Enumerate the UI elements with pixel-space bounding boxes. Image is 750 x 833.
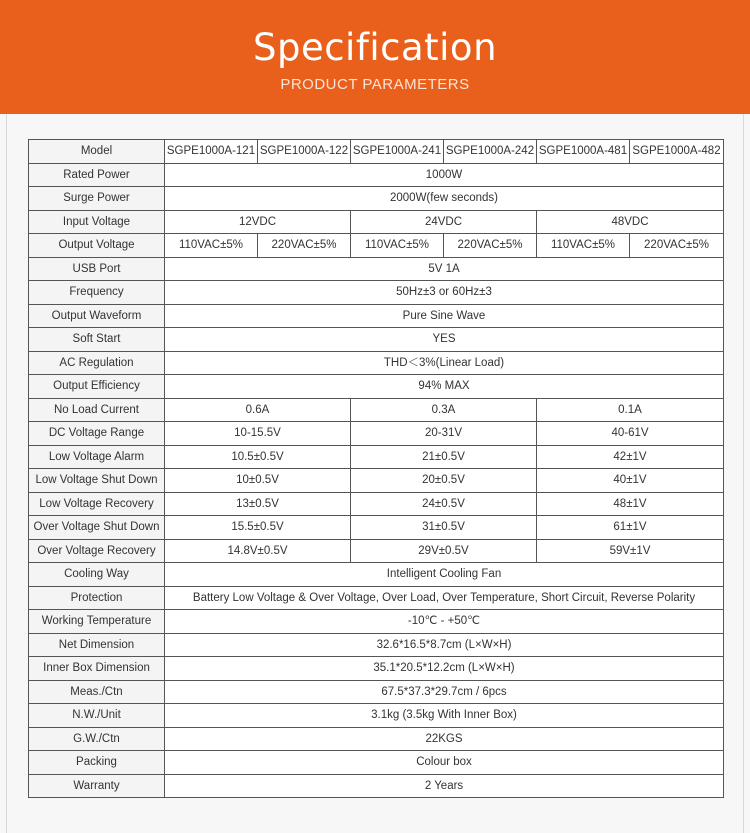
row-label: Output Voltage [29,234,165,258]
value-cell: 22KGS [165,727,724,751]
row-label: DC Voltage Range [29,422,165,446]
specification-table [28,139,724,798]
value-cell: Colour box [165,751,724,775]
table-row [29,680,724,704]
model-cell: SGPE1000A-122 [258,140,351,164]
model-cell: SGPE1000A-241 [351,140,444,164]
row-label: Model [29,140,165,164]
model-cell: SGPE1000A-121 [165,140,258,164]
table-row [29,445,724,469]
table-row [29,210,724,234]
table-row [29,163,724,187]
page-subtitle: PRODUCT PARAMETERS [280,76,470,93]
table-row [29,234,724,258]
value-cell: 31±0.5V [351,516,537,540]
row-label: Low Voltage Shut Down [29,469,165,493]
table-row [29,492,724,516]
value-cell: -10℃ - +50℃ [165,610,724,634]
model-cell: SGPE1000A-481 [537,140,630,164]
table-row [29,610,724,634]
row-label: Surge Power [29,187,165,211]
value-cell: 20±0.5V [351,469,537,493]
value-cell: 24VDC [351,210,537,234]
sheet-right-border [743,114,744,833]
table-row [29,398,724,422]
value-cell: 5V 1A [165,257,724,281]
table-row [29,539,724,563]
value-cell: 94% MAX [165,375,724,399]
row-label: Low Voltage Alarm [29,445,165,469]
table-row [29,328,724,352]
table-row [29,304,724,328]
value-cell: 10-15.5V [165,422,351,446]
value-cell: 48VDC [537,210,724,234]
table-row [29,633,724,657]
table-row [29,516,724,540]
value-cell: 21±0.5V [351,445,537,469]
value-cell: 2000W(few seconds) [165,187,724,211]
table-row [29,727,724,751]
table-row [29,704,724,728]
row-label: Over Voltage Shut Down [29,516,165,540]
sheet-left-border [6,114,7,833]
value-cell: THD＜3%(Linear Load) [165,351,724,375]
value-cell: 220VAC±5% [630,234,724,258]
table-row [29,774,724,798]
page-title: Specification [252,26,498,69]
row-label: Warranty [29,774,165,798]
value-cell: 110VAC±5% [165,234,258,258]
row-label: Output Efficiency [29,375,165,399]
table-row [29,187,724,211]
model-cell: SGPE1000A-242 [444,140,537,164]
value-cell: 32.6*16.5*8.7cm (L×W×H) [165,633,724,657]
value-cell: 10±0.5V [165,469,351,493]
value-cell: 24±0.5V [351,492,537,516]
row-label: Rated Power [29,163,165,187]
value-cell: 220VAC±5% [258,234,351,258]
table-row [29,281,724,305]
table-row [29,257,724,281]
table-row [29,351,724,375]
value-cell: YES [165,328,724,352]
value-cell: 15.5±0.5V [165,516,351,540]
value-cell: 110VAC±5% [537,234,630,258]
value-cell: 0.6A [165,398,351,422]
value-cell: 61±1V [537,516,724,540]
model-cell: SGPE1000A-482 [630,140,724,164]
row-label: Packing [29,751,165,775]
row-label: Frequency [29,281,165,305]
row-label: G.W./Ctn [29,727,165,751]
header-banner [0,0,750,114]
value-cell: Intelligent Cooling Fan [165,563,724,587]
row-label: Input Voltage [29,210,165,234]
table-row [29,751,724,775]
row-label: Net Dimension [29,633,165,657]
value-cell: Battery Low Voltage & Over Voltage, Over Load, Over Temperature, Short Circuit, Reverse Polarity [165,586,724,610]
value-cell: 35.1*20.5*12.2cm (L×W×H) [165,657,724,681]
row-label: Soft Start [29,328,165,352]
value-cell: 110VAC±5% [351,234,444,258]
table-row [29,586,724,610]
value-cell: 220VAC±5% [444,234,537,258]
row-label: N.W./Unit [29,704,165,728]
value-cell: 3.1kg (3.5kg With Inner Box) [165,704,724,728]
row-label: Protection [29,586,165,610]
row-label: Low Voltage Recovery [29,492,165,516]
row-label: Inner Box Dimension [29,657,165,681]
value-cell: 13±0.5V [165,492,351,516]
value-cell: 42±1V [537,445,724,469]
value-cell: 2 Years [165,774,724,798]
value-cell: 48±1V [537,492,724,516]
value-cell: Pure Sine Wave [165,304,724,328]
row-label: Cooling Way [29,563,165,587]
row-label: No Load Current [29,398,165,422]
value-cell: 59V±1V [537,539,724,563]
row-label: Meas./Ctn [29,680,165,704]
value-cell: 67.5*37.3*29.7cm / 6pcs [165,680,724,704]
value-cell: 0.1A [537,398,724,422]
table-row [29,140,724,164]
row-label: AC Regulation [29,351,165,375]
table-row [29,469,724,493]
table-row [29,563,724,587]
value-cell: 14.8V±0.5V [165,539,351,563]
value-cell: 12VDC [165,210,351,234]
value-cell: 40±1V [537,469,724,493]
row-label: USB Port [29,257,165,281]
row-label: Over Voltage Recovery [29,539,165,563]
row-label: Working Temperature [29,610,165,634]
value-cell: 1000W [165,163,724,187]
value-cell: 29V±0.5V [351,539,537,563]
value-cell: 20-31V [351,422,537,446]
value-cell: 10.5±0.5V [165,445,351,469]
value-cell: 40-61V [537,422,724,446]
value-cell: 0.3A [351,398,537,422]
value-cell: 50Hz±3 or 60Hz±3 [165,281,724,305]
table-row [29,375,724,399]
table-row [29,422,724,446]
row-label: Output Waveform [29,304,165,328]
table-row [29,657,724,681]
